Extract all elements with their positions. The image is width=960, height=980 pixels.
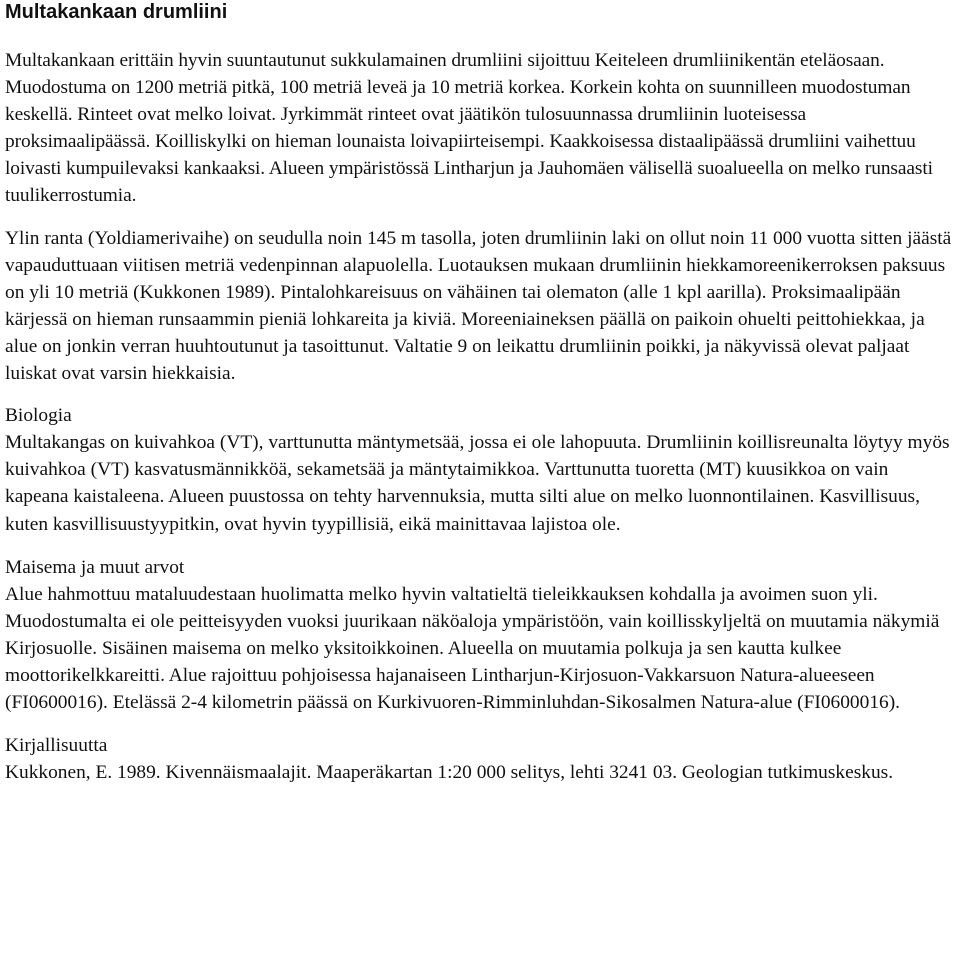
- references-heading: Kirjallisuutta: [5, 735, 108, 757]
- landscape-heading: Maisema ja muut arvot: [5, 556, 185, 578]
- references-section: [5, 732, 955, 786]
- page-title: Multakankaan drumliini: [5, 1, 228, 23]
- biology-heading: Biologia: [5, 405, 72, 427]
- biology-section: [5, 402, 955, 537]
- landscape-text: Alue hahmottuu mataluudestaan huolimatta melko hyvin valtatieltä tieleikkauksen kohdalla ja avoimen suon yli. Muodostumalta ei ole peitteisyyden vuoksi juurikaan näköaloja ympäristöön, vain koillisskyljeltä on muutamia näkymiä Kirjosuolle. Sisäinen maisema on melko yksitoikkoinen. Alueella on muutamia polkuja ja sen kautta kulkee moottorikelkkareitti. Alue rajoittuu pohjoisessa hajanaiseen Lintharjun-Kirjosuon-Vakkarsuon Natura-alueeseen (FI0600016). Etelässä 2-4 kilometrin päässä on Kurkivuoren-Rimminluhdan-Sikosalmen Natura-alue (FI0600016).: [5, 583, 940, 714]
- biology-text: Multakangas on kuivahkoa (VT), varttunutta mäntymetsää, jossa ei ole lahopuuta. Drumliinin koillisreunalta löytyy myös kuivahkoa (VT) kasvatusmännikköä, sekametsää ja mäntytaimikkoa. Varttunutta tuoretta (MT) kuusikkoa on vain kapeana kaistaleena. Alueen puustossa on tehty harvennuksia, mutta silti alue on melko luonnontilainen. Kasvillisuus, kuten kasvillisuustyypitkin, ovat hyvin tyypillisiä, eikä mainittavaa lajistoa ole.: [5, 432, 950, 535]
- shoreline-paragraph: Ylin ranta (Yoldiamerivaihe) on seudulla noin 145 m tasolla, joten drumliinin laki on ollut noin 11 000 vuotta sitten jäästä vapauduttuaan viitisen metriä vedenpinnan alapuolella. Luotauksen mukaan drumliinin hiekkamoreenikerroksen paksuus on yli 10 metriä (Kukkonen 1989). Pintalohkareisuus on vähäinen tai olematon (alle 1 kpl aarilla). Proksimaalipään kärjessä on hieman runsaammin pieniä lohkareita ja kiviä. Moreeniaineksen päällä on paikoin ohuelti peittohiekkaa, ja alue on jonkin verran huuhtoutunut ja tasoittunut. Valtatie 9 on leikattu drumliinin poikki, ja näkyvissä olevat paljaat luiskat ovat varsin hiekkaisia.: [5, 227, 952, 385]
- references-text: Kukkonen, E. 1989. Kivennäismaalajit. Maaperäkartan 1:20 000 selitys, lehti 3241 03. Geologian tutkimuskeskus.: [5, 762, 894, 784]
- landscape-section: [5, 554, 955, 717]
- intro-paragraph: Multakankaan erittäin hyvin suuntautunut sukkulamainen drumliini sijoittuu Keiteleen drumliinikentän eteläosaan. Muodostuma on 1200 metriä pitkä, 100 metriä leveä ja 10 metriä korkea. Korkein kohta on suunnilleen muodostuman keskellä. Rinteet ovat melko loivat. Jyrkimmät rinteet ovat jäätikön tulosuunnassa drumliinin luoteisessa proksimaalipäässä. Koilliskylki on hieman lounaista loivapiirteisempi. Kaakkoisessa distaalipäässä drumliini vaihettuu loivasti kumpuilevaksi kankaaksi. Alueen ympäristössä Lintharjun ja Jauhomäen välisellä suoalueella on melko runsaasti tuulikerrostumia.: [5, 50, 933, 207]
- document-page: [5, 0, 955, 786]
